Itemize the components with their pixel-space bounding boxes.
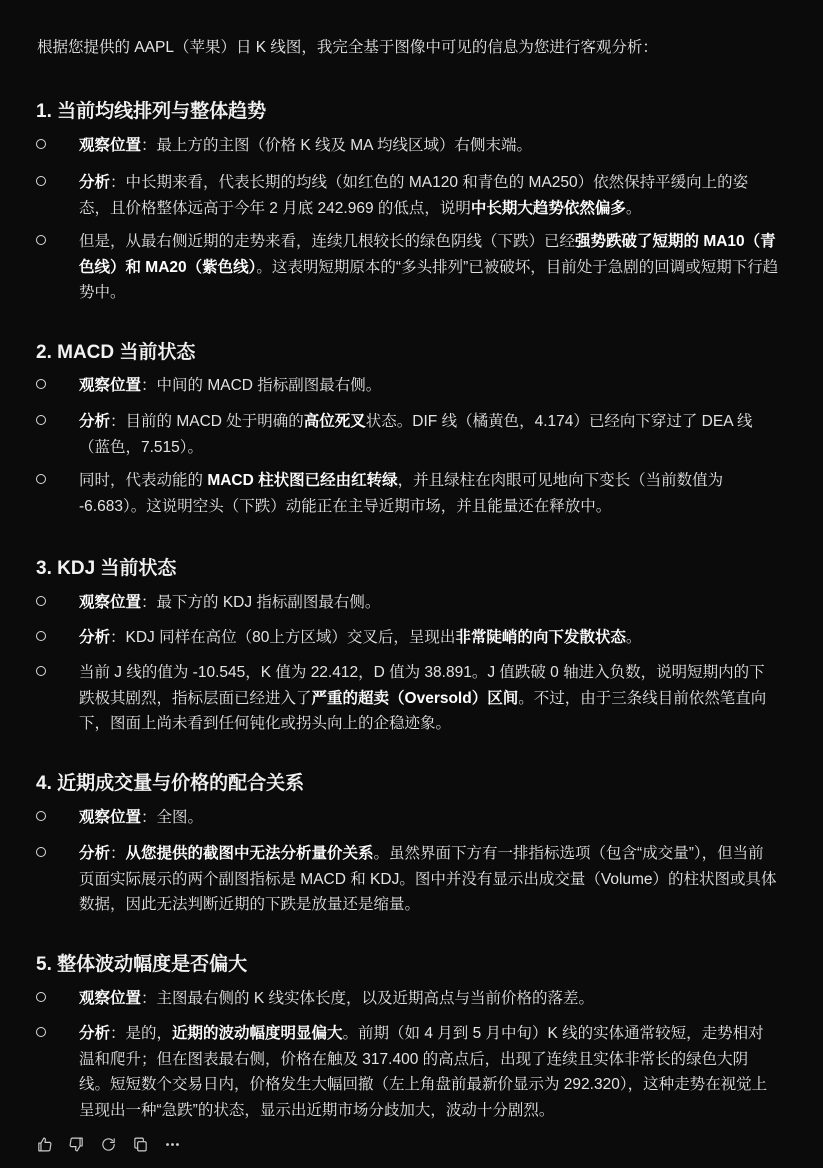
emphasis-text: 分析 (79, 845, 111, 862)
list-item-text (79, 805, 779, 831)
body-text: ：全图。 (141, 809, 204, 826)
intro-text: 根据您提供的 AAPL（苹果）日 K 线图，我完全基于图像中可见的信息为您进行客观分析： (37, 39, 658, 56)
list-item-text (79, 1021, 779, 1123)
body-text: 当前 J 线的值为 -10.545，K 值为 22.412，D 值为 38.891。J 值跌破 0 轴进入负数，说明短期内的下跌极其剧烈，指标层面已经进入了 (79, 664, 765, 707)
emphasis-text: 中长期大趋势依然偏多 (470, 199, 626, 217)
emphasis-text: 分析 (79, 629, 111, 646)
list-item-text (79, 133, 779, 159)
section-title: 1. 当前均线排列与整体趋势 (36, 101, 267, 122)
bullet-circle-icon (36, 631, 46, 641)
body-text: 。这表明短期原本的“多头排列”已被破坏，目前处于急剧的回调或短期下行趋势中。 (79, 258, 779, 301)
emphasis-text: 分析 (79, 413, 111, 430)
body-text: ：中间的 MACD 指标副图最右侧。 (141, 377, 382, 394)
emphasis-text: 从您提供的截图中无法分析量价关系 (125, 845, 374, 862)
list-item-text (79, 229, 779, 306)
body-text: ，并且绿柱在肉眼可见地向下变长（当前数值为 -6.683）。这说明空头（下跌）动能正在主导近期市场，并且能量还在释放中。 (79, 472, 724, 515)
emphasis-text: 分析 (79, 1025, 111, 1042)
emphasis-text: 近期的波动幅度明显偏大 (172, 1025, 343, 1042)
body-text: ： (110, 845, 126, 862)
bullet-circle-icon (36, 139, 46, 149)
list-item-text (79, 841, 779, 918)
list-item-text (79, 468, 779, 519)
refresh-icon[interactable] (98, 1134, 118, 1154)
list-item-text (79, 409, 779, 460)
body-text: 但是，从最右侧近期的走势来看，连续几根较长的绿色阴线（下跌）已经 (79, 233, 576, 250)
emphasis-text: 严重的超卖（Oversold）区间 (311, 689, 519, 707)
bullet-circle-icon (36, 415, 46, 425)
section-title: 5. 整体波动幅度是否偏大 (36, 954, 248, 975)
section-title: 3. KDJ 当前状态 (36, 558, 177, 579)
body-text: ：最上方的主图（价格 K 线及 MA 均线区域）右侧末端。 (141, 137, 532, 154)
list-item-text (79, 590, 779, 616)
list-item-text (79, 660, 779, 737)
emphasis-text: 分析 (79, 174, 111, 191)
bullet-circle-icon (36, 379, 46, 389)
emphasis-text: 强势跌破了短期的 MA10（青色线）和 MA20（紫色线） (79, 233, 776, 276)
emphasis-text: 非常陡峭的向下发散状态 (455, 629, 626, 646)
emphasis-text: 观察位置 (79, 990, 142, 1007)
emphasis-text: 观察位置 (79, 809, 142, 826)
bullet-circle-icon (36, 666, 46, 676)
body-text: 。 (625, 629, 642, 646)
body-text: 。 (625, 199, 642, 217)
body-text: ：KDJ 同样在高位（80上方区域）交叉后，呈现出 (110, 629, 456, 646)
bullet-circle-icon (36, 992, 46, 1002)
bullet-circle-icon (36, 1027, 46, 1037)
bullet-circle-icon (36, 176, 46, 186)
body-text: 同时，代表动能的 (79, 472, 208, 489)
body-text: 。前期（如 4 月到 5 月中旬）K 线的实体通常较短，走势相对温和爬升；但在图表最右侧，价格在触及 317.400 的高点后，出现了连续且实体非常长的绿色大阴线。短短数个交易日内，价格发生大幅回撤（左上角盘前最新价显示为 292.320），这种走势在视觉上呈现出一种“急跌”的状态，显示出近期市场分歧加大，波动十分剧烈。 (79, 1025, 768, 1119)
body-text: ：中长期来看，代表长期的均线（如红色的 MA120 和青色的 MA250）依然保持平缓向上的姿态，且价格整体远高于今年 2 月底 242.969 的低点，说明 (79, 174, 749, 217)
body-text: 状态。DIF 线（橘黄色，4.174）已经向下穿过了 DEA 线（蓝色，7.515）。 (79, 413, 753, 456)
list-item-text (79, 986, 779, 1012)
more-icon[interactable] (162, 1134, 182, 1154)
bullet-circle-icon (36, 847, 46, 857)
body-text: ：主图最右侧的 K 线实体长度，以及近期高点与当前价格的落差。 (141, 990, 594, 1007)
bullet-circle-icon (36, 811, 46, 821)
copy-icon[interactable] (130, 1134, 150, 1154)
section-title: 2. MACD 当前状态 (36, 342, 196, 363)
bullet-circle-icon (36, 235, 46, 245)
thumbs-down-icon[interactable] (66, 1134, 86, 1154)
body-text: ：最下方的 KDJ 指标副图最右侧。 (141, 594, 381, 611)
thumbs-up-icon[interactable] (34, 1134, 54, 1154)
body-text: ：是的， (110, 1025, 173, 1042)
body-text: 。不过，由于三条线目前依然笔直向下，图面上尚未看到任何钝化或拐头向上的企稳迹象。 (79, 689, 767, 732)
message-actions (34, 1133, 182, 1155)
emphasis-text: 观察位置 (79, 137, 142, 154)
body-text: 。虽然界面下方有一排指标选项（包含“成交量”），但当前页面实际展示的两个副图指标是 MACD 和 KDJ。图中并没有显示出成交量（Volume）的柱状图或具体数据，因此无法判断近期的下跌是放量还是缩量。 (79, 845, 777, 913)
body-text: ：目前的 MACD 处于明确的 (110, 413, 304, 430)
bullet-circle-icon (36, 474, 46, 484)
emphasis-text: 观察位置 (79, 377, 142, 394)
emphasis-text: 高位死叉 (303, 413, 366, 430)
list-item-text (79, 625, 779, 651)
bullet-circle-icon (36, 596, 46, 606)
list-item-text (79, 170, 779, 221)
section-title: 4. 近期成交量与价格的配合关系 (36, 773, 305, 794)
emphasis-text: MACD 柱状图已经由红转绿 (207, 472, 398, 489)
list-item-text (79, 373, 779, 399)
emphasis-text: 观察位置 (79, 594, 142, 611)
